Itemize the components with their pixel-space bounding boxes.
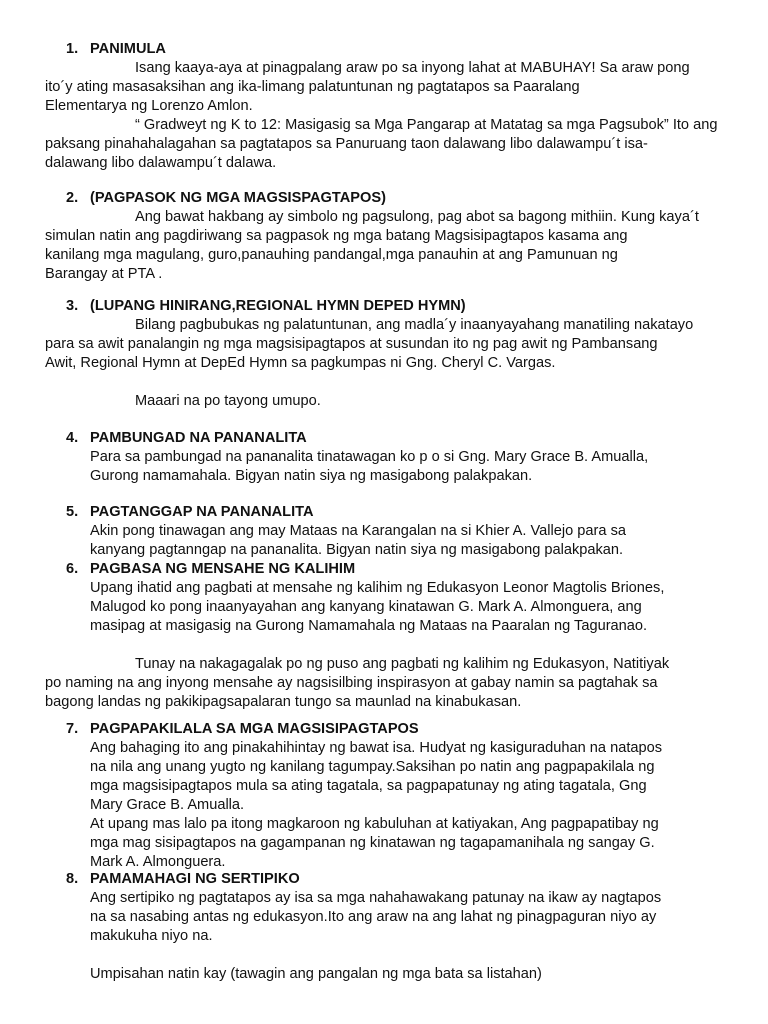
paragraph-line: Gurong namamahala. Bigyan natin siya ng masigabong palakpakan. bbox=[90, 468, 533, 484]
section-heading bbox=[45, 560, 735, 579]
paragraph-line: mga magsisipagtapos mula sa ating tagatala, sa pagpapatunay ng ating tagatala, Gng bbox=[90, 778, 647, 794]
section-number: 8. bbox=[66, 871, 79, 887]
paragraph-line: mga mag sisipagtapos na gagampanan ng kinatawan ng tagapamanihala ng sangay G. bbox=[90, 835, 655, 851]
paragraph-line: Barangay at PTA . bbox=[45, 266, 163, 282]
paragraph-line: kanilang mga magulang, guro,panauhing pandangal,mga panauhin at ang Pamunuan ng bbox=[45, 247, 618, 263]
paragraph-line: At upang mas lalo pa itong magkaroon ng kabuluhan at katiyakan, Ang pagpapatibay ng bbox=[90, 816, 659, 832]
section-mensahe-kalihim bbox=[45, 560, 735, 712]
paragraph-line: masipag at masigasig na Gurong Namamahala ng Mataas na Paaralan ng Taguranao. bbox=[90, 618, 648, 634]
paragraph-line: Maaari na po tayong umupo. bbox=[135, 393, 321, 409]
section-title: PAMAMAHAGI NG SERTIPIKO bbox=[90, 871, 300, 887]
section-number: 6. bbox=[66, 561, 79, 577]
section-title: (PAGPASOK NG MGA MAGSISPAGTAPOS) bbox=[90, 190, 386, 206]
section-heading bbox=[45, 40, 735, 59]
section-heading bbox=[45, 503, 735, 522]
section-title: PAGTANGGAP NA PANANALITA bbox=[90, 504, 314, 520]
section-title: (LUPANG HINIRANG,REGIONAL HYMN DEPED HYMN) bbox=[90, 298, 466, 314]
paragraph-line: na sa nasabing antas ng edukasyon.Ito ang araw na ang lahat ng pinagpaguran niyo ay bbox=[90, 909, 657, 925]
paragraph-line: bagong landas ng pakikipagsapalaran tungo sa maunlad na kinabukasan. bbox=[45, 694, 522, 710]
section-heading bbox=[45, 720, 735, 739]
paragraph-line: Ang bawat hakbang ay simbolo ng pagsulong, pag abot sa bagong mithiin. Kung kaya´t bbox=[135, 209, 699, 225]
section-number: 4. bbox=[66, 430, 79, 446]
paragraph-line: Mark A. Almonguera. bbox=[90, 854, 226, 870]
section-number: 2. bbox=[66, 190, 79, 206]
paragraph-line: Bilang pagbubukas ng palatuntunan, ang madla´y inaanyayahang manatiling nakatayo bbox=[135, 317, 694, 333]
paragraph-line: paksang pinahahalagahan sa pagtatapos sa Panuruang taon dalawang libo dalawampu´t isa- bbox=[45, 136, 648, 152]
paragraph-line: ito´y ating masasaksihan ang ika-limang palatuntunan ng pagtatapos sa Paaralang bbox=[45, 79, 580, 95]
section-pagtanggap bbox=[45, 503, 735, 560]
paragraph-line: dalawang libo dalawampu´t dalawa. bbox=[45, 155, 277, 171]
paragraph-line: Umpisahan natin kay (tawagin ang pangalan ng mga bata sa listahan) bbox=[90, 966, 542, 982]
section-title: PAGBASA NG MENSAHE NG KALIHIM bbox=[90, 561, 356, 577]
paragraph-line: na nila ang unang yugto ng kanilang tagumpay.Saksihan po natin ang pagpapakilala ng bbox=[90, 759, 655, 775]
section-sertipiko bbox=[45, 870, 735, 984]
paragraph-line: Para sa pambungad na pananalita tinatawagan ko p o si Gng. Mary Grace B. Amualla, bbox=[90, 449, 649, 465]
paragraph-line: “ Gradweyt ng K to 12: Masigasig sa Mga Pangarap at Matatag sa mga Pagsubok” Ito ang bbox=[135, 117, 718, 133]
section-pagpasok bbox=[45, 189, 735, 284]
paragraph-line: simulan natin ang pagdiriwang sa pagpasok ng mga batang Magsisipagtapos kasama ang bbox=[45, 228, 628, 244]
paragraph-line: po naming na ang inyong mensahe ay nagsisilbing inspirasyon at gabay namin sa pagtahak sa bbox=[45, 675, 658, 691]
paragraph-line: Upang ihatid ang pagbati at mensahe ng kalihim ng Edukasyon Leonor Magtolis Briones, bbox=[90, 580, 665, 596]
section-number: 5. bbox=[66, 504, 79, 520]
section-heading bbox=[45, 189, 735, 208]
section-number: 1. bbox=[66, 41, 79, 57]
section-pagpapakilala bbox=[45, 720, 735, 872]
paragraph-line: Malugod ko pong inaanyayahan ang kanyang kinatawan G. Mark A. Almonguera, ang bbox=[90, 599, 642, 615]
section-number: 3. bbox=[66, 298, 79, 314]
paragraph-line: Elementarya ng Lorenzo Amlon. bbox=[45, 98, 253, 114]
section-pambungad bbox=[45, 429, 735, 486]
paragraph-line: Mary Grace B. Amualla. bbox=[90, 797, 245, 813]
section-heading bbox=[45, 297, 735, 316]
section-heading bbox=[45, 429, 735, 448]
section-number: 7. bbox=[66, 721, 79, 737]
section-title: PANIMULA bbox=[90, 41, 166, 57]
paragraph-line: para sa awit panalangin ng mga magsisipagtapos at susundan ito ng pag awit ng Pambansang bbox=[45, 336, 658, 352]
section-lupang-hinirang bbox=[45, 297, 735, 411]
section-title: PAMBUNGAD NA PANANALITA bbox=[90, 430, 307, 446]
paragraph-line: makukuha niyo na. bbox=[90, 928, 213, 944]
section-title: PAGPAPAKILALA SA MGA MAGSISIPAGTAPOS bbox=[90, 721, 419, 737]
paragraph-line: Awit, Regional Hymn at DepEd Hymn sa pagkumpas ni Gng. Cheryl C. Vargas. bbox=[45, 355, 556, 371]
paragraph-line: kanyang pagtanngap na pananalita. Bigyan natin siya ng masigabong palakpakan. bbox=[90, 542, 624, 558]
paragraph-line: Isang kaaya-aya at pinagpalang araw po sa inyong lahat at MABUHAY! Sa araw pong bbox=[135, 60, 690, 76]
section-panimula bbox=[45, 40, 735, 173]
section-heading bbox=[45, 870, 735, 889]
paragraph-line: Ang sertipiko ng pagtatapos ay isa sa mga nahahawakang patunay na ikaw ay nagtapos bbox=[90, 890, 662, 906]
paragraph-line: Ang bahaging ito ang pinakahihintay ng bawat isa. Hudyat ng kasiguraduhan na natapos bbox=[90, 740, 663, 756]
paragraph-line: Akin pong tinawagan ang may Mataas na Karangalan na si Khier A. Vallejo para sa bbox=[90, 523, 626, 539]
paragraph-line: Tunay na nakagagalak po ng puso ang pagbati ng kalihim ng Edukasyon, Natitiyak bbox=[135, 656, 670, 672]
